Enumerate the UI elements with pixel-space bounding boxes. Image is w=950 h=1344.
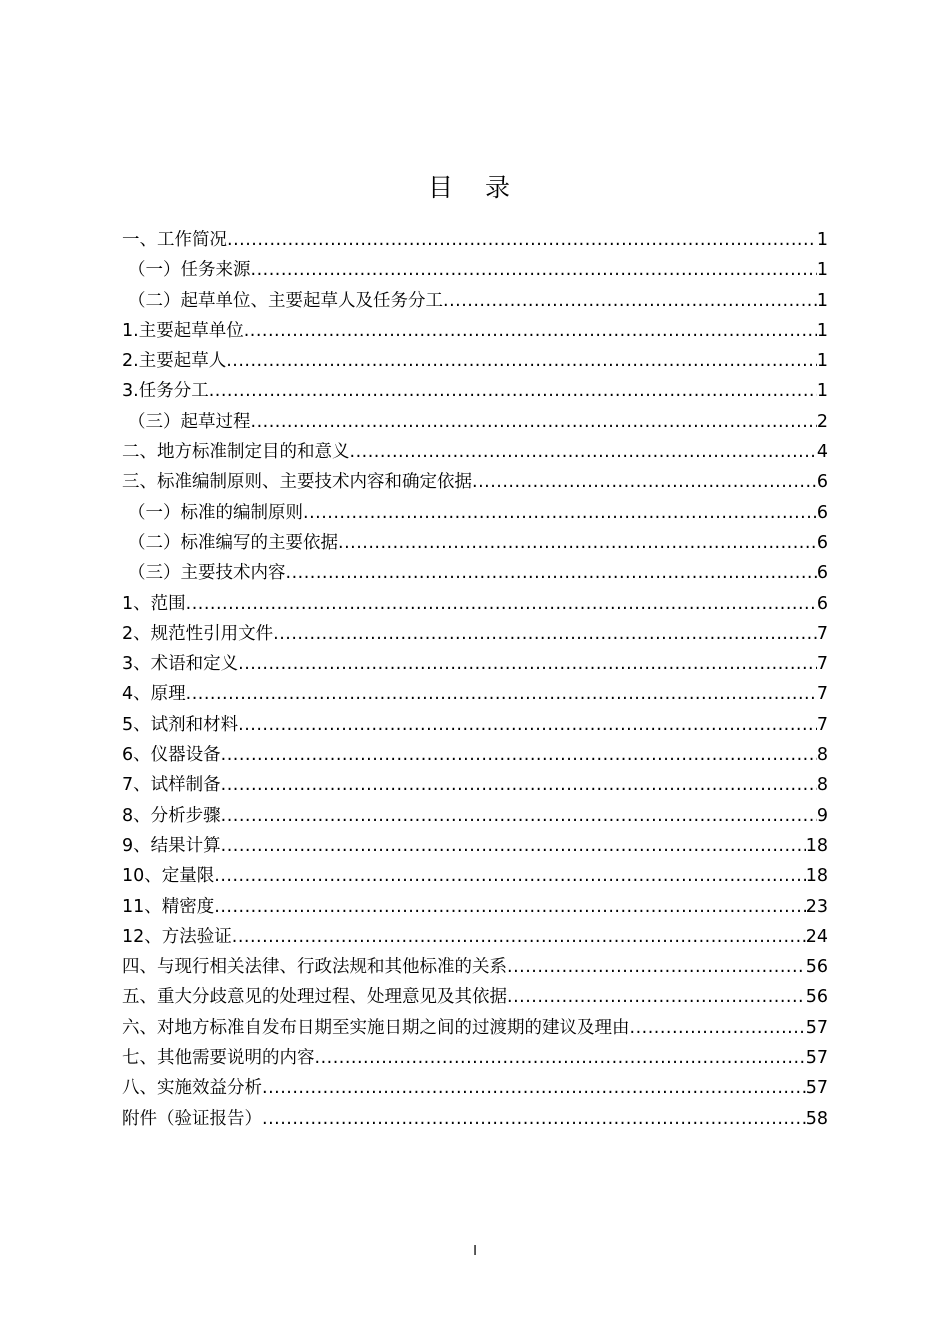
toc-entry-page: 7 — [816, 714, 828, 735]
toc-entry-page: 1 — [816, 260, 828, 281]
toc-entry[interactable] — [122, 528, 828, 558]
toc-entry[interactable] — [122, 376, 828, 406]
dot-leader — [238, 710, 817, 740]
toc-entry[interactable] — [122, 861, 828, 891]
toc-entry-label: （三）起草过程 — [128, 411, 251, 432]
dot-leader — [209, 376, 817, 406]
toc-entry[interactable] — [122, 1073, 828, 1103]
toc-entry-page: 1 — [816, 290, 828, 311]
toc-entry-page: 1 — [816, 320, 828, 341]
table-of-contents — [122, 225, 828, 1134]
toc-entry[interactable] — [122, 467, 828, 497]
dot-leader — [221, 831, 806, 861]
toc-entry-page: 58 — [805, 1108, 828, 1129]
toc-entry[interactable] — [122, 619, 828, 649]
toc-entry[interactable] — [122, 831, 828, 861]
toc-entry-page: 9 — [816, 805, 828, 826]
toc-entry[interactable] — [122, 679, 828, 709]
dot-leader — [186, 679, 817, 709]
toc-entry[interactable] — [122, 225, 828, 255]
dot-leader — [315, 1043, 806, 1073]
toc-entry-page: 23 — [805, 896, 828, 917]
dot-leader — [221, 770, 817, 800]
toc-entry-label: 7、试样制备 — [122, 775, 221, 796]
toc-entry-label: 八、实施效益分析 — [122, 1078, 262, 1099]
toc-entry-label: 12、方法验证 — [122, 926, 232, 947]
toc-entry[interactable] — [122, 498, 828, 528]
toc-entry[interactable] — [122, 710, 828, 740]
toc-entry-page: 56 — [805, 987, 828, 1008]
toc-entry-page: 8 — [816, 775, 828, 796]
toc-entry[interactable] — [122, 316, 828, 346]
toc-entry[interactable] — [122, 437, 828, 467]
toc-entry-label: （三）主要技术内容 — [128, 563, 286, 584]
toc-entry-label: 9、结果计算 — [122, 835, 221, 856]
toc-entry-label: 5、试剂和材料 — [122, 714, 239, 735]
dot-leader — [214, 892, 805, 922]
toc-entry[interactable] — [122, 801, 828, 831]
toc-entry-page: 6 — [816, 593, 828, 614]
toc-entry-page: 24 — [805, 926, 828, 947]
toc-entry-page: 56 — [805, 957, 828, 978]
toc-entry[interactable] — [122, 1013, 828, 1043]
toc-entry[interactable] — [122, 255, 828, 285]
dot-leader — [273, 619, 817, 649]
toc-entry-label: （二）起草单位、主要起草人及任务分工 — [128, 290, 443, 311]
dot-leader — [214, 861, 805, 891]
dot-leader — [350, 437, 817, 467]
toc-entry-page: 57 — [805, 1017, 828, 1038]
dot-leader — [507, 982, 806, 1012]
dot-leader — [630, 1013, 806, 1043]
toc-entry[interactable] — [122, 558, 828, 588]
dot-leader — [186, 589, 817, 619]
dot-leader — [232, 922, 806, 952]
toc-entry[interactable] — [122, 649, 828, 679]
toc-entry[interactable] — [122, 740, 828, 770]
toc-entry-page: 8 — [816, 745, 828, 766]
dot-leader — [286, 558, 817, 588]
dot-leader — [221, 740, 817, 770]
toc-entry-label: （二）标准编写的主要依据 — [128, 532, 338, 553]
toc-entry-page: 1 — [816, 351, 828, 372]
dot-leader — [238, 649, 817, 679]
toc-entry-label: 4、原理 — [122, 684, 186, 705]
toc-entry-label: 2、规范性引用文件 — [122, 623, 274, 644]
dot-leader — [472, 467, 817, 497]
toc-entry-label: 8、分析步骤 — [122, 805, 221, 826]
toc-entry-page: 6 — [816, 472, 828, 493]
toc-entry-page: 6 — [816, 563, 828, 584]
toc-entry-label: （一）标准的编制原则 — [128, 502, 303, 523]
toc-entry-label: 3、术语和定义 — [122, 654, 239, 675]
toc-entry-page: 7 — [816, 654, 828, 675]
toc-entry-label: 三、标准编制原则、主要技术内容和确定依据 — [122, 472, 472, 493]
toc-entry-label: 五、重大分歧意见的处理过程、处理意见及其依据 — [122, 987, 507, 1008]
toc-entry-label: 6、仪器设备 — [122, 745, 221, 766]
toc-entry-page: 4 — [816, 442, 828, 463]
dot-leader — [226, 346, 817, 376]
toc-entry-label: 二、地方标准制定目的和意义 — [122, 442, 350, 463]
toc-entry-label: 一、工作简况 — [122, 230, 227, 250]
page-title: 目 录 — [428, 173, 522, 202]
dot-leader — [262, 1073, 806, 1103]
toc-entry[interactable] — [122, 589, 828, 619]
toc-entry[interactable] — [122, 1043, 828, 1073]
toc-entry-page: 7 — [816, 684, 828, 705]
toc-entry[interactable] — [122, 286, 828, 316]
toc-entry-label: 1、范围 — [122, 593, 186, 614]
toc-entry-label: 四、与现行相关法律、行政法规和其他标准的关系 — [122, 957, 507, 978]
toc-entry[interactable] — [122, 982, 828, 1012]
dot-leader — [227, 225, 817, 255]
toc-entry-label: 3.任务分工 — [122, 381, 209, 402]
dot-leader — [443, 286, 817, 316]
toc-entry[interactable] — [122, 1104, 828, 1134]
toc-entry-label: 1.主要起草单位 — [122, 320, 244, 341]
toc-entry-page: 1 — [816, 381, 828, 402]
toc-entry-label: 附件（验证报告） — [122, 1108, 262, 1129]
toc-entry-label: 10、定量限 — [122, 866, 215, 887]
toc-entry-page: 18 — [805, 835, 828, 856]
dot-leader — [507, 952, 806, 982]
toc-entry-page: 2 — [816, 411, 828, 432]
toc-entry-page: 57 — [805, 1048, 828, 1069]
dot-leader — [221, 801, 817, 831]
toc-entry-page: 57 — [805, 1078, 828, 1099]
dot-leader — [338, 528, 817, 558]
toc-entry-page: 7 — [816, 623, 828, 644]
dot-leader — [262, 1104, 806, 1134]
toc-entry-label: （一）任务来源 — [128, 260, 251, 281]
toc-entry[interactable] — [122, 922, 828, 952]
toc-entry-label: 七、其他需要说明的内容 — [122, 1048, 315, 1069]
toc-entry-page: 1 — [816, 230, 828, 250]
toc-entry-page: 6 — [816, 532, 828, 553]
toc-entry[interactable] — [122, 770, 828, 800]
dot-leader — [251, 407, 817, 437]
toc-entry-label: 六、对地方标准自发布日期至实施日期之间的过渡期的建议及理由 — [122, 1017, 630, 1038]
page-number: I — [473, 1244, 477, 1259]
toc-entry-page: 6 — [816, 502, 828, 523]
dot-leader — [244, 316, 817, 346]
toc-entry[interactable] — [122, 407, 828, 437]
toc-entry[interactable] — [122, 346, 828, 376]
toc-entry-label: 11、精密度 — [122, 896, 215, 917]
toc-entry[interactable] — [122, 952, 828, 982]
toc-entry-label: 2.主要起草人 — [122, 351, 227, 372]
dot-leader — [251, 255, 817, 285]
toc-entry-page: 18 — [805, 866, 828, 887]
toc-entry[interactable] — [122, 892, 828, 922]
dot-leader — [303, 498, 817, 528]
